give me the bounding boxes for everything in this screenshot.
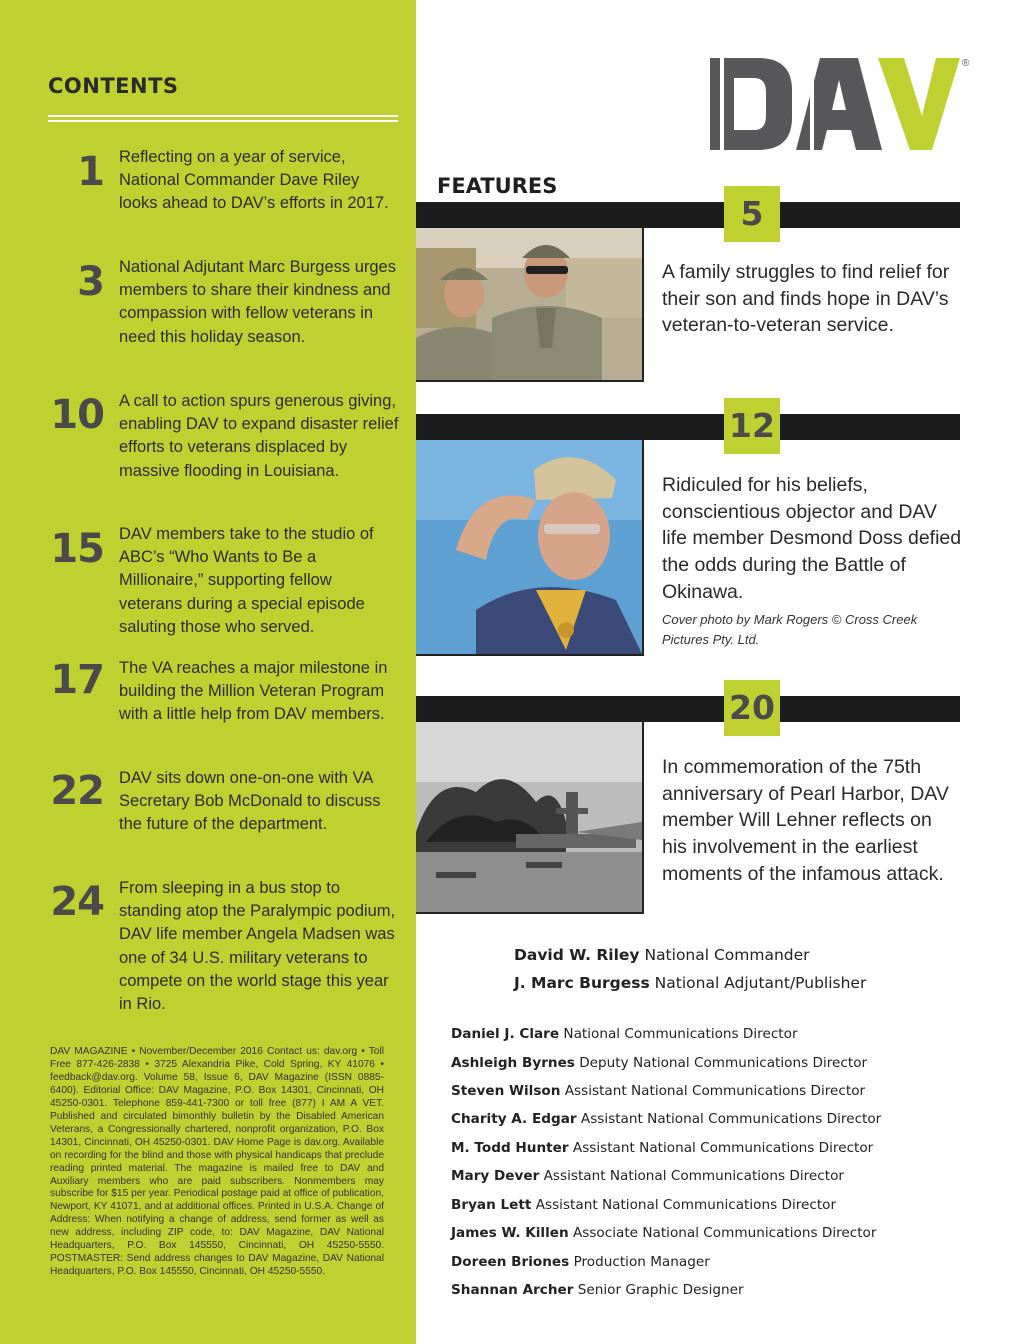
staff-title: Assistant National Communications Director xyxy=(543,1168,844,1184)
feature-summary: In commemoration of the 75th anniversary of Pearl Harbor, DAV member Will Lehner reflects on his involvement in the earliest moments of the infamous attack. xyxy=(662,756,949,885)
toc-page-number: 15 xyxy=(50,526,104,572)
staff-title: Senior Graphic Designer xyxy=(577,1282,744,1298)
staff-title: National Communications Director xyxy=(563,1026,798,1042)
feature-bar xyxy=(416,414,960,440)
staff-name: M. Todd Hunter xyxy=(451,1140,569,1156)
staff-name: Bryan Lett xyxy=(451,1197,532,1213)
staff-title: Assistant National Communications Director xyxy=(564,1083,866,1099)
staff-name: Mary Dever xyxy=(451,1168,540,1184)
staff-member xyxy=(451,1026,798,1042)
toc-summary: DAV sits down one-on-one with VA Secretary Bob McDonald to discuss the future of the department. xyxy=(119,769,381,834)
staff-title: Associate National Communications Director xyxy=(572,1225,877,1241)
staff-member xyxy=(451,1055,867,1071)
staff-name: Charity A. Edgar xyxy=(451,1111,577,1127)
staff-title: Assistant National Communications Director xyxy=(580,1111,882,1127)
toc-page-number: 1 xyxy=(77,149,104,195)
staff-name: David W. Riley xyxy=(514,946,640,964)
staff-name: Doreen Briones xyxy=(451,1254,570,1270)
veteran-salute-photo[interactable] xyxy=(416,440,644,656)
features-heading: FEATURES xyxy=(437,174,558,198)
feature-page-number: 12 xyxy=(724,398,780,454)
feature-summary: A family struggles to find relief for their son and finds hope in DAV’s veteran-to-veteran service. xyxy=(662,261,950,337)
contents-divider xyxy=(48,115,398,117)
two-soldiers-photo[interactable] xyxy=(416,228,644,382)
pearl-harbor-photo[interactable] xyxy=(416,722,644,914)
staff-member xyxy=(451,1197,836,1213)
staff-title: Deputy National Communications Director xyxy=(579,1055,868,1071)
staff-leader xyxy=(514,946,810,964)
staff-member xyxy=(451,1111,881,1127)
staff-member xyxy=(451,1140,873,1156)
staff-leader xyxy=(514,974,866,992)
registered-mark: ® xyxy=(962,58,970,69)
feature-page-number: 20 xyxy=(724,680,780,736)
toc-summary: From sleeping in a bus stop to standing atop the Paralympic podium, DAV life member Angela Madsen was one of 34 U.S. military veterans to compete on the world stage this year in Rio. xyxy=(119,879,396,1014)
staff-member xyxy=(451,1225,876,1241)
toc-summary: National Adjutant Marc Burgess urges members to share their kindness and compassion with fellow veterans in need this holiday season. xyxy=(119,258,396,346)
toc-summary: The VA reaches a major milestone in building the Million Veteran Program with a little help from DAV members. xyxy=(119,659,388,724)
staff-name: Daniel J. Clare xyxy=(451,1026,560,1042)
feature-bar xyxy=(416,202,960,228)
contents-heading: CONTENTS xyxy=(48,74,179,98)
staff-name: Ashleigh Byrnes xyxy=(451,1055,575,1071)
staff-member xyxy=(451,1083,865,1099)
feature-page-number: 5 xyxy=(724,186,780,242)
staff-member xyxy=(451,1282,744,1298)
toc-page-number: 22 xyxy=(50,768,104,814)
toc-summary: Reflecting on a year of service, National Commander Dave Riley looks ahead to DAV’s efforts in 2017. xyxy=(119,148,389,213)
toc-summary: A call to action spurs generous giving, enabling DAV to expand disaster relief efforts to veterans displaced by massive flooding in Louisiana. xyxy=(119,392,399,480)
staff-title: National Commander xyxy=(644,946,810,964)
toc-page-number: 24 xyxy=(50,879,104,925)
staff-title: Assistant National Communications Director xyxy=(572,1140,874,1156)
staff-name: Steven Wilson xyxy=(451,1083,561,1099)
feature-summary: Ridiculed for his beliefs, conscientious objector and DAV life member Desmond Doss defied the odds during the Battle of Okinawa. xyxy=(662,474,962,603)
staff-title: Assistant National Communications Director xyxy=(535,1197,837,1213)
staff-name: Shannan Archer xyxy=(451,1282,574,1298)
contents-column xyxy=(0,0,416,1344)
photo-credit: Cover photo by Mark Rogers © Cross Creek Pictures Pty. Ltd. xyxy=(662,612,918,647)
staff-title: National Adjutant/Publisher xyxy=(654,974,867,992)
staff-member xyxy=(451,1254,710,1270)
toc-page-number: 17 xyxy=(50,657,104,703)
staff-name: James W. Killen xyxy=(451,1225,569,1241)
staff-member xyxy=(451,1168,844,1184)
staff-title: Production Manager xyxy=(573,1254,710,1270)
feature-bar xyxy=(416,696,960,722)
staff-name: J. Marc Burgess xyxy=(514,974,650,992)
masthead-info: DAV MAGAZINE • November/December 2016 Contact us: dav.org • Toll Free 877-426-2838 • 3725 Alexandria Pike, Cold Spring, KY 41076 • feedback@dav.org. Volume 58, Issue 6, DAV Magazine (ISSN 0885-6400). Editorial Office: DAV Magazine, P.O. Box 14301, Cincinnati, OH 45250-0301. Telephone 859-441-7300 or toll free (877) I AM A VET. Published and circulated bimonthly bulletin by the Disabled American Veterans, a Congressionally chartered, nonprofit organization, P.O. Box 14301, Cincinnati, OH 45250-0301. DAV Home Page is dav.org. Available on recording for the blind and those with physical handicaps that preclude reading printed material. The magazine is mailed free to DAV and Auxiliary members who are paid subscribers. Nonmembers may subscribe for $15 per year. Periodical postage paid at office of publication, Newport, KY 41071, and at additional offices. Printed in U.S.A. Change of Address: When notifying a change of address, send former as well as new address, including ZIP code, to: DAV Magazine, DAV National Headquarters, P.O. Box 145550, Cincinnati, OH 45250-5550. POSTMASTER: Send address changes to DAV Magazine, DAV National Headquarters, P.O. Box 145550, Cincinnati, OH 45250-5550. xyxy=(50,1046,384,1278)
toc-summary: DAV members take to the studio of ABC’s “Who Wants to Be a Millionaire,” supporting fellow veterans during a special episode saluting those who served. xyxy=(119,525,374,636)
contents-divider xyxy=(48,120,398,122)
toc-page-number: 3 xyxy=(77,259,104,305)
dav-logo[interactable] xyxy=(710,58,960,150)
toc-page-number: 10 xyxy=(50,392,104,438)
